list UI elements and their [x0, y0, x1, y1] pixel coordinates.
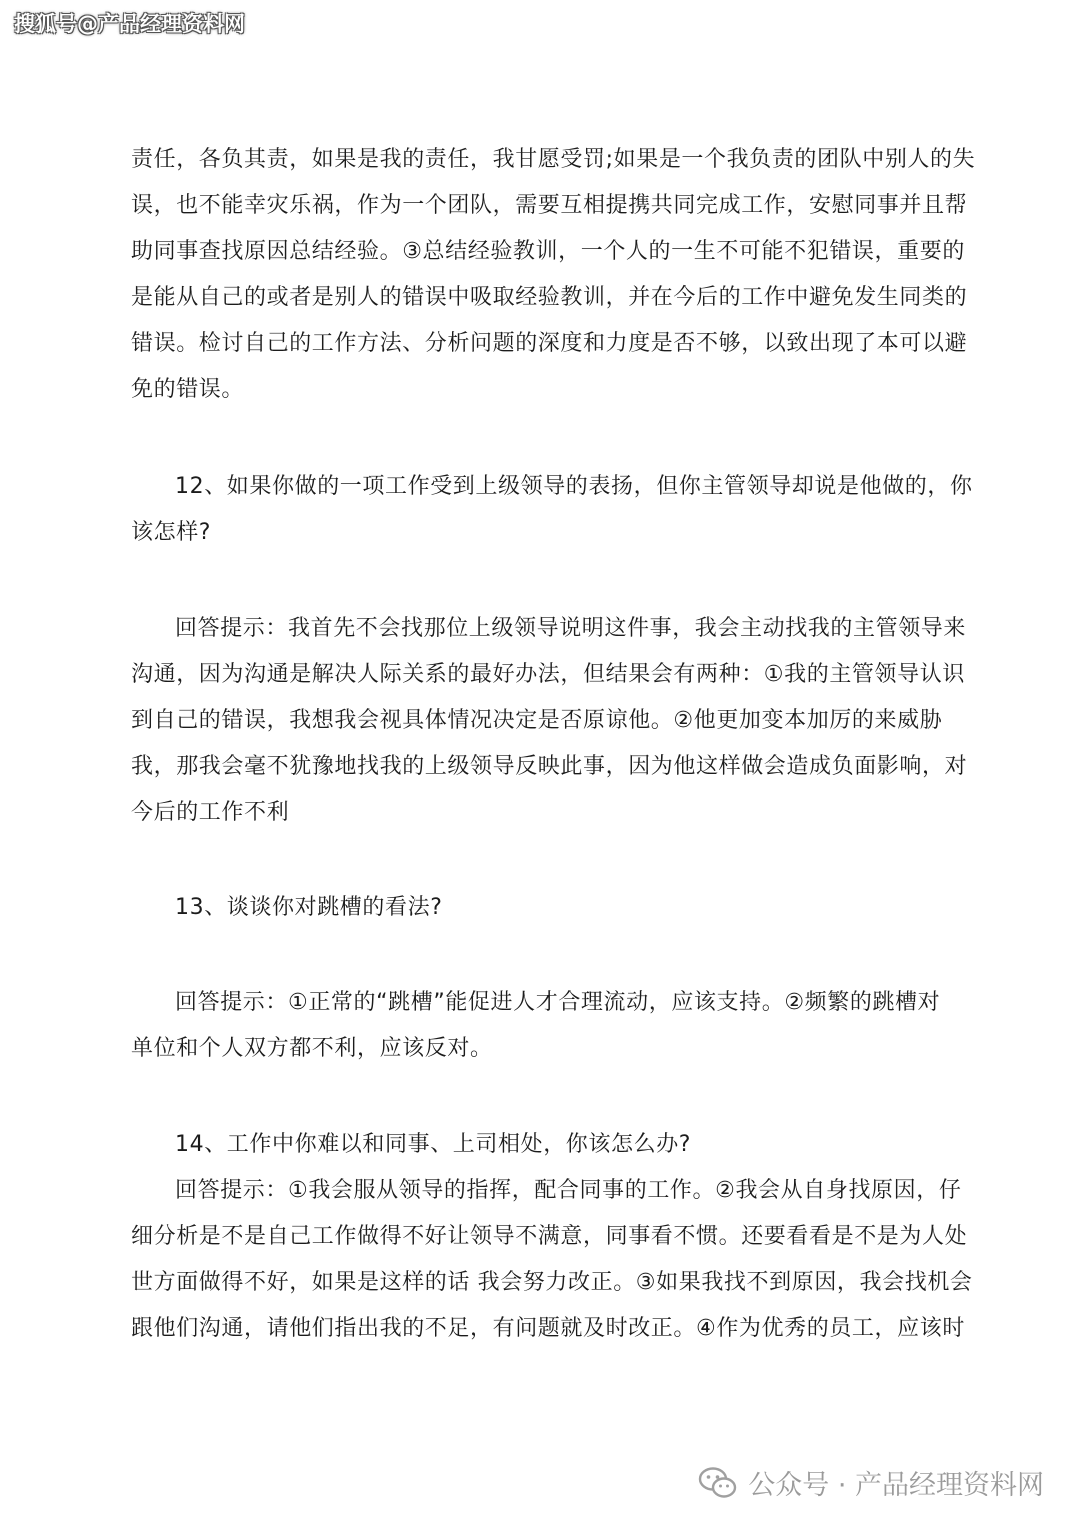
question-14: 14、工作中你难以和同事、上司相处，你该怎么办?: [175, 1132, 692, 1157]
footer-watermark-text: 公众号 · 产品经理资料网: [748, 1470, 1044, 1501]
paragraph-line: 跟他们沟通，请他们指出我的不足，有问题就及时改正。④作为优秀的员工，应该时: [131, 1316, 965, 1341]
answer-13: 回答提示：①正常的“跳槽”能促进人才合理流动，应该支持。②频繁的跳槽对: [175, 990, 941, 1015]
answer-12: 回答提示：我首先不会找那位上级领导说明这件事，我会主动找我的主管领导来: [175, 616, 967, 641]
paragraph-line: 到自己的错误，我想我会视具体情况决定是否原谅他。②他更加变本加厉的来威胁: [131, 708, 943, 733]
paragraph-line: 细分析是不是自己工作做得不好让领导不满意，同事看不惯。还要看看是不是为人处: [131, 1224, 968, 1249]
paragraph-line: 今后的工作不利: [131, 800, 290, 825]
question-13: 13、谈谈你对跳槽的看法?: [175, 895, 443, 920]
paragraph-line: 世方面做得不好，如果是这样的话 我会努力改正。③如果我找不到原因，我会找机会: [131, 1270, 973, 1295]
paragraph-line: 是能从自己的或者是别人的错误中吸取经验教训，并在今后的工作中避免发生同类的: [131, 285, 968, 310]
paragraph-line: 单位和个人双方都不利，应该反对。: [131, 1036, 493, 1061]
question-12-cont: 该怎样?: [131, 520, 212, 545]
footer-watermark: [698, 1463, 1044, 1502]
paragraph-line: 助同事查找原因总结经验。③总结经验教训，一个人的一生不可能不犯错误，重要的: [131, 239, 965, 264]
answer-14: 回答提示：①我会服从领导的指挥，配合同事的工作。②我会从自身找原因，仔: [175, 1178, 962, 1203]
question-12: 12、如果你做的一项工作受到上级领导的表扬，但你主管领导却说是他做的，你: [175, 474, 973, 499]
paragraph-line: 免的错误。: [131, 377, 245, 402]
wechat-icon: [698, 1466, 738, 1500]
paragraph-line: 误，也不能幸灾乐祸，作为一个团队，需要互相提携共同完成工作，安慰同事并且帮: [131, 193, 968, 218]
paragraph-line: 错误。检讨自己的工作方法、分析问题的深度和力度是否不够，以致出现了本可以避: [131, 331, 968, 356]
paragraph-line: 沟通，因为沟通是解决人际关系的最好办法，但结果会有两种：①我的主管领导认识: [131, 662, 965, 687]
top-watermark: 搜狐号@产品经理资料网: [14, 12, 245, 36]
paragraph-line: 责任，各负其责，如果是我的责任，我甘愿受罚;如果是一个我负责的团队中别人的失: [131, 147, 976, 172]
paragraph-line: 我，那我会毫不犹豫地找我的上级领导反映此事，因为他这样做会造成负面影响，对: [131, 754, 968, 779]
